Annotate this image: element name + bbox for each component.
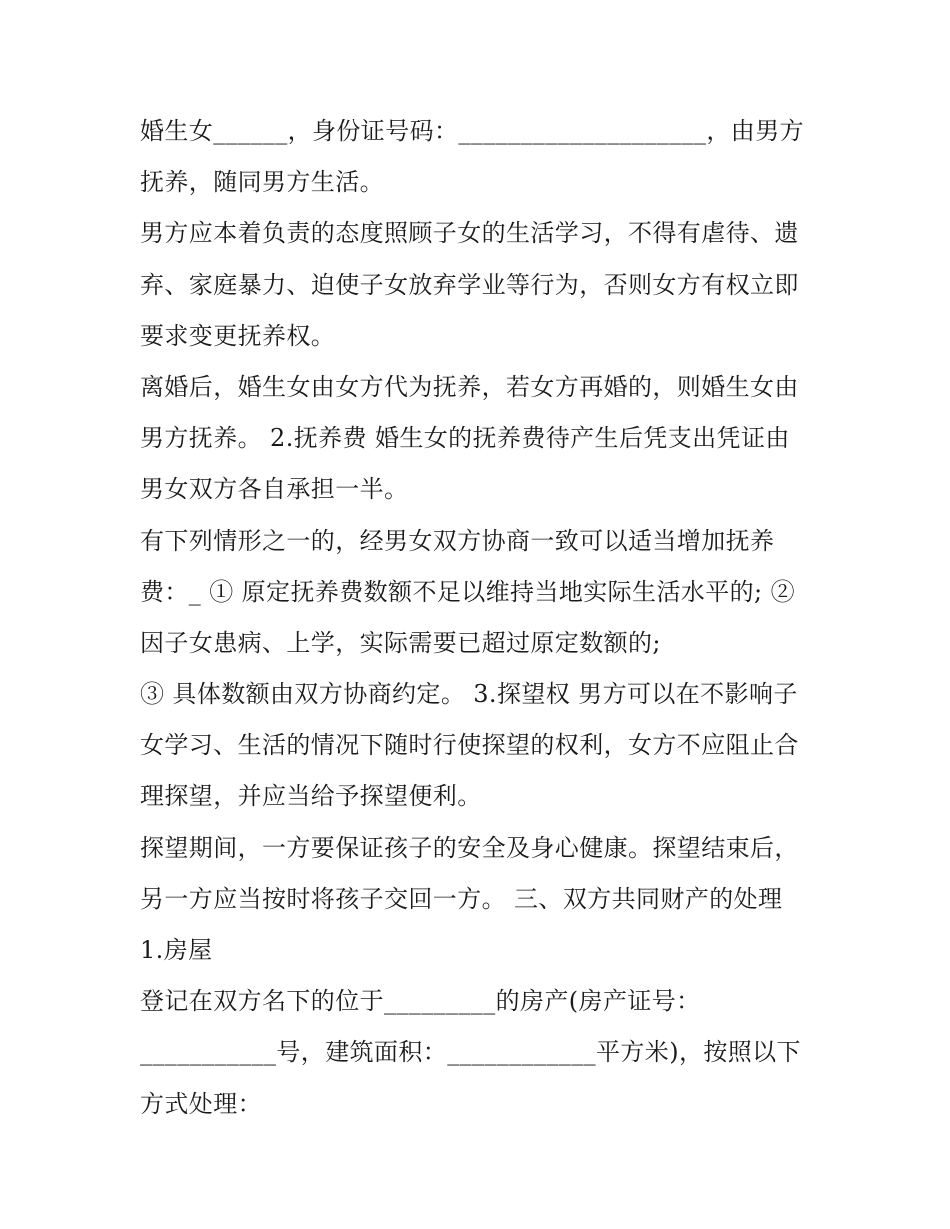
text-line: 男方应本着负责的态度照顾子女的生活学习，不得有虐待、遗 — [140, 219, 799, 248]
text-line: 方式处理： — [140, 1089, 262, 1118]
text-line: 男女双方各自承担一半。 — [140, 475, 409, 504]
text-line: 女学习、生活的情况下随时行使探望的权利，女方不应阻止合 — [140, 731, 799, 760]
text-line: 另一方应当按时将孩子交回一方。 三、双方共同财产的处理 — [140, 884, 783, 913]
text-line: 探望期间，一方要保证孩子的安全及身心健康。探望结束后， — [140, 833, 799, 862]
text-line: 有下列情形之一的，经男女双方协商一致可以适当增加抚养 — [140, 526, 775, 555]
text-line: 理探望，并应当给予探望便利。 — [140, 782, 482, 811]
document-body — [140, 106, 820, 1130]
text-line: 要求变更抚养权。 — [140, 321, 336, 350]
text-line: ___________号，建筑面积：____________平方米)，按照以下 — [140, 1038, 801, 1067]
text-line: 登记在双方名下的位于_________的房产(房产证号： — [140, 987, 701, 1016]
text-line: 因子女患病、上学，实际需要已超过原定数额的; — [140, 628, 661, 657]
text-line: 抚养，随同男方生活。 — [140, 168, 384, 197]
text-line: 离婚后，婚生女由女方代为抚养，若女方再婚的，则婚生女由 — [140, 372, 799, 401]
text-line: 1.房屋 — [140, 936, 213, 964]
text-line: 费：_ ① 原定抚养费数额不足以维持当地实际生活水平的; ② — [140, 577, 795, 606]
text-line: ③ 具体数额由双方协商约定。 3.探望权 男方可以在不影响子 — [140, 680, 798, 709]
text-line: 弃、家庭暴力、迫使子女放弃学业等行为，否则女方有权立即 — [140, 270, 799, 299]
text-line: 男方抚养。 2.抚养费 婚生女的抚养费待产生后凭支出凭证由 — [140, 424, 790, 453]
text-line: 婚生女______，身份证号码：____________________，由男方 — [140, 117, 804, 145]
